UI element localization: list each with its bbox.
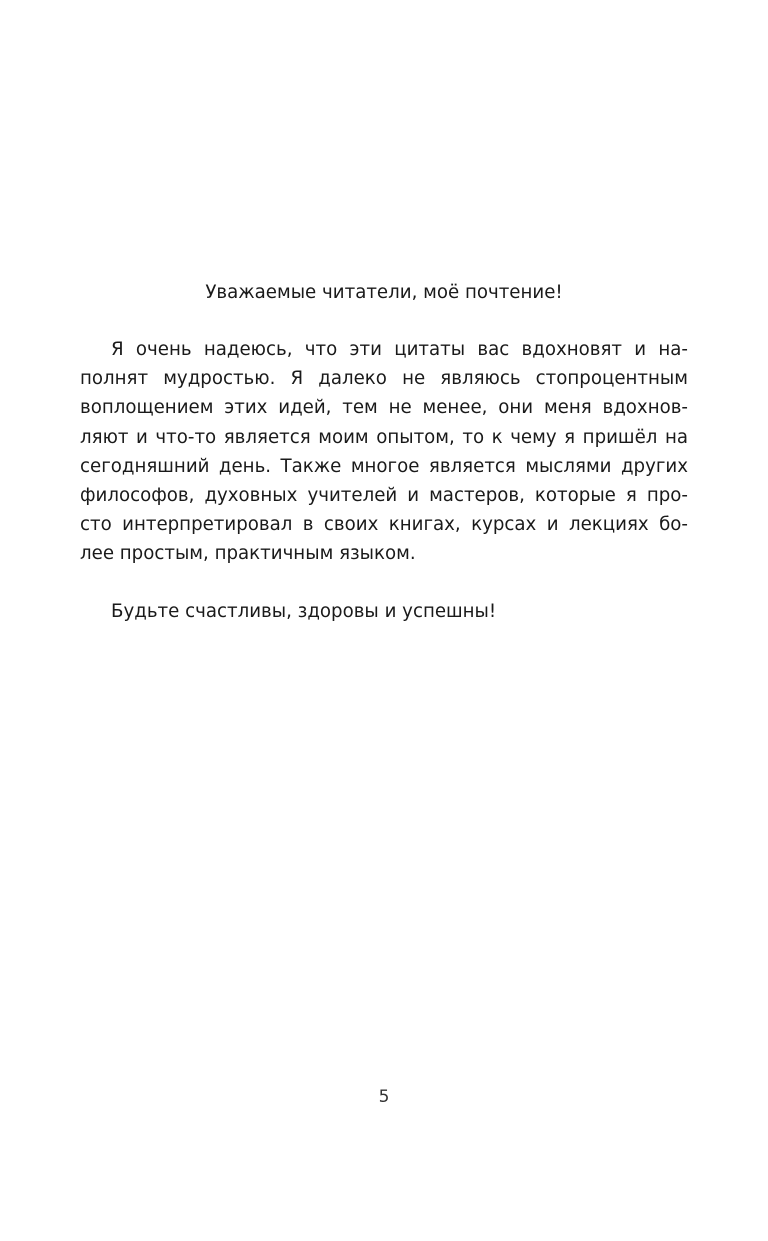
paragraph-line: полнят мудростью. Я далеко не являюсь стопроцентным bbox=[80, 368, 688, 390]
closing-line: Будьте счастливы, здоровы и успешны! bbox=[111, 601, 497, 622]
paragraph-line: лее простым, практичным языком. bbox=[80, 543, 416, 565]
paragraph-line: воплощением этих идей, тем не менее, они меня вдохнов- bbox=[80, 397, 688, 419]
paragraph-line: сто интерпретировал в своих книгах, курсах и лекциях бо- bbox=[80, 514, 688, 536]
paragraph-line: философов, духовных учителей и мастеров, которые я про- bbox=[80, 484, 688, 506]
greeting-heading: Уважаемые читатели, моё почтение! bbox=[205, 282, 563, 303]
paragraph-line: Я очень надеюсь, что эти цитаты вас вдохновят и на- bbox=[111, 339, 688, 360]
page-number: 5 bbox=[378, 1087, 390, 1107]
body-paragraph bbox=[80, 335, 688, 569]
paragraph-line: сегодняшний день. Также многое является мыслями других bbox=[80, 455, 688, 477]
paragraph-line: ляют и что-то является моим опытом, то к чему я пришёл на bbox=[80, 426, 688, 448]
